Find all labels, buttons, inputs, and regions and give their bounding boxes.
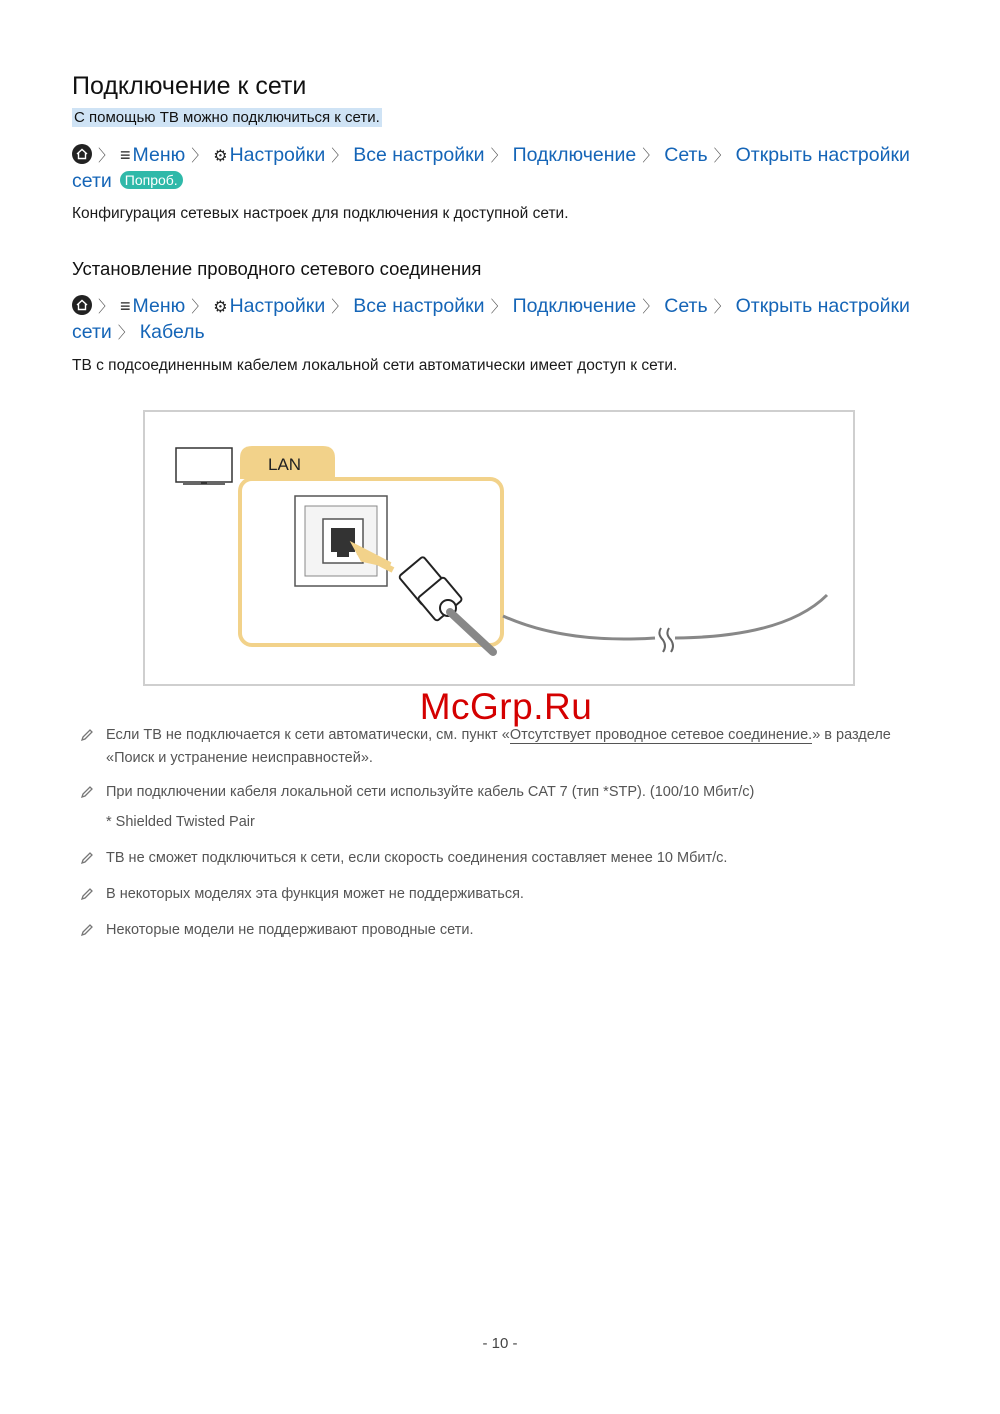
try-now-badge[interactable]: Попроб. xyxy=(120,171,183,189)
chevron-right-icon: 〉 xyxy=(490,299,507,316)
path-item-all-settings[interactable]: Все настройки xyxy=(353,144,485,166)
watermark: McGrp.Ru xyxy=(419,686,593,727)
note-text: Некоторые модели не поддерживают проводные сети. xyxy=(106,922,474,938)
pencil-icon xyxy=(80,887,94,901)
path-item-open-settings-tail[interactable]: сети xyxy=(72,321,112,343)
page-number: - 10 - xyxy=(482,1335,518,1352)
cable-description: ТВ с подсоединенным кабелем локальной сети автоматически имеет доступ к сети. xyxy=(72,357,678,374)
page-title: Подключение к сети xyxy=(72,72,307,100)
section-heading: Установление проводного сетевого соединения xyxy=(72,258,482,279)
chevron-right-icon: 〉 xyxy=(98,148,115,165)
menu-path-network xyxy=(72,143,932,193)
menu-path-cable xyxy=(72,294,932,346)
pencil-icon xyxy=(80,923,94,937)
path-item-menu[interactable]: Меню xyxy=(132,295,186,317)
chevron-right-icon: 〉 xyxy=(191,299,208,316)
tv-icon xyxy=(176,448,232,484)
path-item-open-settings-tail[interactable]: сети xyxy=(72,170,112,192)
gear-icon: ⚙ xyxy=(213,299,228,316)
path-item-connection[interactable]: Подключение xyxy=(512,295,637,317)
path-item-all-settings[interactable]: Все настройки xyxy=(353,295,485,317)
note-item xyxy=(80,847,920,870)
path-item-settings[interactable]: Настройки xyxy=(229,295,326,317)
chevron-right-icon: 〉 xyxy=(490,148,507,165)
chevron-right-icon: 〉 xyxy=(331,299,348,316)
lan-cable xyxy=(503,595,827,639)
note-text: Если ТВ не подключается к сети автоматически, см. пункт « xyxy=(106,727,510,743)
note-text: В некоторых моделях эта функция может не поддерживаться. xyxy=(106,886,524,902)
chevron-right-icon: 〉 xyxy=(642,148,659,165)
page-subtitle: С помощью ТВ можно подключиться к сети. xyxy=(74,109,380,126)
pencil-icon xyxy=(80,785,94,799)
path-item-open-settings[interactable]: Открыть настройки xyxy=(735,144,910,166)
path-item-cable[interactable]: Кабель xyxy=(139,321,205,343)
gear-icon: ⚙ xyxy=(213,148,228,165)
cable-break-icon xyxy=(659,628,673,652)
path-item-network[interactable]: Сеть xyxy=(664,144,708,166)
pencil-icon xyxy=(80,728,94,742)
note-text: ТВ не сможет подключиться к сети, если скорость соединения составляет менее 10 Мбит/с. xyxy=(106,850,728,866)
footnote: * Shielded Twisted Pair xyxy=(106,814,255,830)
home-icon xyxy=(72,144,92,164)
lan-connection-figure xyxy=(143,410,855,686)
note-item xyxy=(80,724,920,770)
troubleshoot-link[interactable]: Отсутствует проводное сетевое соединение. xyxy=(509,727,813,743)
note-text: При подключении кабеля локальной сети используйте кабель CAT 7 (тип *STP). (100/10 Мбит/с) xyxy=(106,784,755,800)
network-description: Конфигурация сетевых настроек для подключения к доступной сети. xyxy=(72,205,569,222)
lan-label: LAN xyxy=(268,455,302,474)
chevron-right-icon: 〉 xyxy=(191,148,208,165)
path-item-network[interactable]: Сеть xyxy=(664,295,708,317)
note-item xyxy=(80,919,920,942)
menu-icon: ≡ xyxy=(120,145,131,165)
chevron-right-icon: 〉 xyxy=(98,299,115,316)
path-item-settings[interactable]: Настройки xyxy=(229,144,326,166)
path-item-menu[interactable]: Меню xyxy=(132,144,186,166)
chevron-right-icon: 〉 xyxy=(713,299,730,316)
pencil-icon xyxy=(80,851,94,865)
chevron-right-icon: 〉 xyxy=(713,148,730,165)
path-item-connection[interactable]: Подключение xyxy=(512,144,637,166)
note-text: » в разделе «Поиск и устранение неисправностей». xyxy=(106,727,891,766)
home-icon xyxy=(72,295,92,315)
chevron-right-icon: 〉 xyxy=(117,325,134,342)
chevron-right-icon: 〉 xyxy=(331,148,348,165)
note-item xyxy=(80,781,920,804)
path-item-open-settings[interactable]: Открыть настройки xyxy=(735,295,910,317)
note-item xyxy=(80,883,920,906)
menu-icon: ≡ xyxy=(120,296,131,316)
chevron-right-icon: 〉 xyxy=(642,299,659,316)
lan-socket-icon xyxy=(295,496,387,586)
